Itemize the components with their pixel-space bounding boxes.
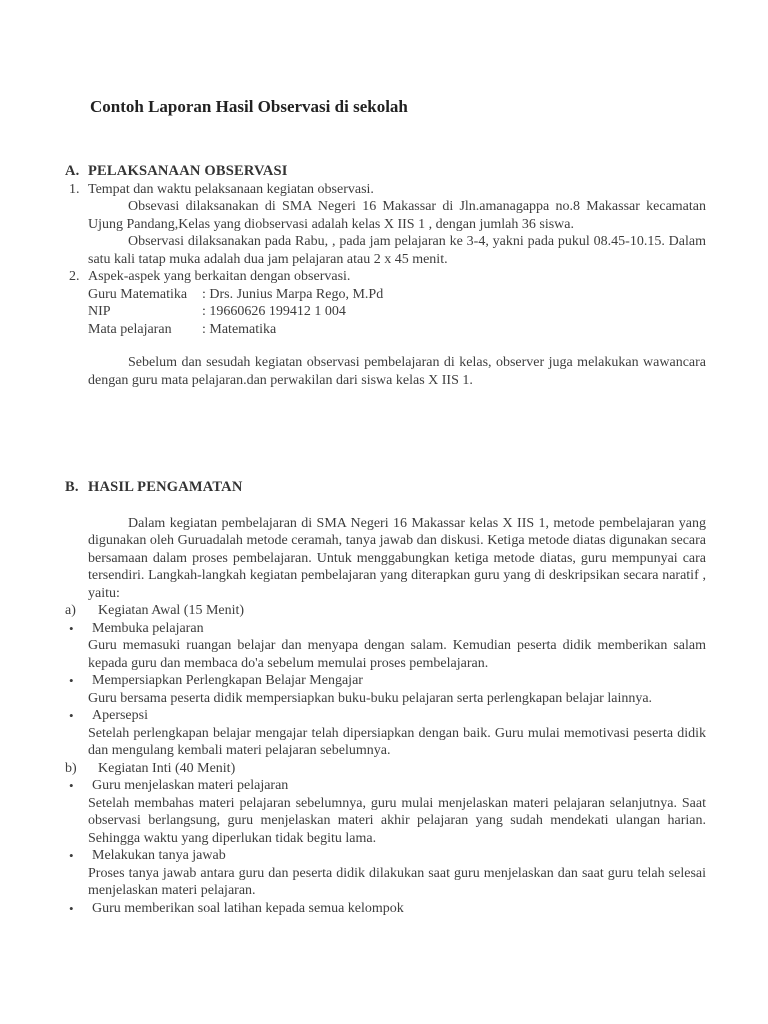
paragraph-methods: Dalam kegiatan pembelajaran di SMA Negeri 16 Makassar kelas X IIS 1, metode pembelajaran yang digunakan oleh Guruadalah metode ceramah, tanya jawab dan diskusi. Ketiga metode diatas digunakan secara bersamaan dalam proses pembelajaran. Untuk menggabungkan ketiga metode diatas, guru mempunyai cara tersendiri. Langkah-langkah kegiatan pembelajaran yang diterapkan guru yang di deskripsikan secara naratif , yaitu:: [88, 515, 706, 601]
section-pelaksanaan-observasi: [65, 163, 706, 389]
paragraph-schedule: Observasi dilaksanakan pada Rabu, , pada jam pelajaran ke 3-4, yakni pada pukul 08.45-10.15. Dalam satu kali tatap muka adalah dua jam pelajaran atau 2 x 45 menit.: [88, 234, 706, 267]
bullet-icon: •: [69, 778, 74, 793]
numbered-item-2: [69, 268, 706, 286]
bullet-body: Proses tanya jawab antara guru dan peserta didik dilakukan saat guru menjelaskan dan saat guru telah selesai menjelaskan materi pelajaran.: [88, 865, 706, 898]
bullet-icon: •: [69, 673, 74, 688]
numbered-item-2-text: Aspek-aspek yang berkaitan dengan observasi.: [88, 269, 351, 284]
section-b-heading-row: [65, 479, 706, 497]
section-b-label: B.: [65, 479, 79, 495]
numbered-item-2-label: 2.: [69, 269, 80, 284]
detail-row-nip: [88, 303, 706, 321]
detail-label-teacher: Guru Matematika: [88, 286, 188, 302]
numbered-item-1: [69, 181, 706, 199]
bullet-title: Melakukan tanya jawab: [92, 848, 226, 863]
bullet-body: Setelah perlengkapan belajar mengajar telah dipersiapkan dengan baik. Guru mulai memotivasi peserta didik dan mengulang kembali materi pelajaran sebelumnya.: [88, 725, 706, 758]
bullet-icon: •: [69, 708, 74, 723]
alpha-label-b: b): [65, 760, 77, 776]
bullet-title: Guru memberikan soal latihan kepada semua kelompok: [92, 900, 404, 916]
bullet-icon: •: [69, 620, 74, 636]
list-item-mempersiapkan-perlengkapan: [69, 672, 706, 707]
observation-list: [65, 602, 706, 917]
paragraph-location: Obsevasi dilaksanakan di SMA Negeri 16 Makassar di Jln.amanagappa no.8 Makassar kecamatan Ujung Pandang,Kelas yang diobservasi adalah kelas X IIS 1 , dengan jumlah 36 siswa.: [88, 199, 706, 232]
paragraph-interview: Sebelum dan sesudah kegiatan observasi pembelajaran di kelas, observer juga melakukan wawancara dengan guru mata pelajaran.dan perwakilan dari siswa kelas X IIS 1.: [88, 355, 706, 388]
list-item-apersepsi: [69, 707, 706, 760]
section-b-heading: HASIL PENGAMATAN: [88, 479, 243, 495]
section-a-label: A.: [65, 163, 80, 179]
alpha-label-a: a): [65, 603, 76, 618]
bullet-title: Guru menjelaskan materi pelajaran: [92, 778, 289, 793]
alpha-title-a: Kegiatan Awal (15 Menit): [98, 603, 245, 618]
numbered-item-1-label: 1.: [69, 181, 80, 197]
section-a-heading: PELAKSANAAN OBSERVASI: [88, 163, 288, 179]
list-item-membuka-pelajaran: [69, 620, 706, 673]
list-item-kegiatan-awal: [65, 602, 706, 620]
detail-value-nip: : 19660626 199412 1 004: [202, 304, 346, 319]
list-item-menjelaskan-materi: [69, 777, 706, 847]
bullet-icon: •: [69, 900, 74, 916]
document-title: Contoh Laporan Hasil Observasi di sekolah: [90, 97, 408, 116]
bullet-title: Mempersiapkan Perlengkapan Belajar Mengajar: [92, 673, 363, 688]
section-hasil-pengamatan: [65, 479, 706, 917]
numbered-item-1-text: Tempat dan waktu pelaksanaan kegiatan observasi.: [88, 181, 374, 197]
bullet-body: Guru bersama peserta didik mempersiapkan buku-buku pelajaran serta perlengkapan belajar lainnya.: [88, 690, 653, 706]
bullet-body: Setelah membahas materi pelajaran sebelumnya, guru mulai menjelaskan materi pelajaran selanjutnya. Saat observasi berlangsung, guru menjelaskan materi akhir pelajaran yang sudah mendekati ulangan harian. Sehingga waktu yang diperlukan tidak begitu lama.: [88, 795, 706, 846]
bullet-title: Membuka pelajaran: [92, 620, 204, 636]
list-item-soal-latihan: [69, 900, 706, 918]
detail-label-nip: NIP: [88, 304, 111, 319]
list-item-kegiatan-inti: [65, 760, 706, 778]
detail-row-teacher: [88, 286, 706, 304]
bullet-icon: •: [69, 848, 74, 863]
detail-value-teacher: : Drs. Junius Marpa Rego, M.Pd: [202, 286, 384, 302]
detail-label-subject: Mata pelajaran: [88, 321, 172, 337]
alpha-title-b: Kegiatan Inti (40 Menit): [98, 760, 236, 776]
section-a-heading-row: [65, 163, 706, 181]
list-item-tanya-jawab: [69, 847, 706, 900]
detail-row-subject: [88, 321, 706, 339]
detail-value-subject: : Matematika: [202, 321, 277, 337]
bullet-body: Guru memasuki ruangan belajar dan menyapa dengan salam. Kemudian peserta didik memberikan salam kepada guru dan membaca do'a sebelum memulai proses pembelajaran.: [88, 638, 706, 671]
bullet-title: Apersepsi: [92, 708, 148, 723]
